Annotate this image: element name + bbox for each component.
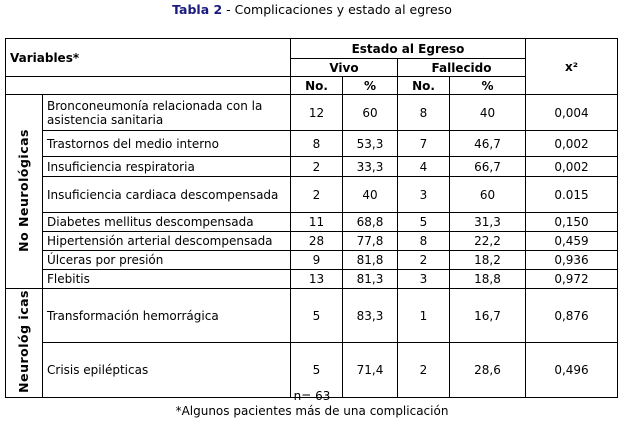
row-vivo-no: 5 [291, 289, 343, 343]
row-chi: 0,459 [526, 232, 618, 251]
row-fallecido-no: 7 [398, 131, 450, 157]
table-row [6, 213, 618, 232]
row-vivo-pct: 71,4 [343, 343, 398, 397]
row-chi: 0,496 [526, 343, 618, 397]
row-fallecido-no: 3 [398, 177, 450, 213]
footer-sample-size: n= 63 [293, 389, 331, 403]
row-fallecido-no: 3 [398, 270, 450, 289]
row-fallecido-pct: 60 [450, 177, 526, 213]
header-row-1 [6, 39, 618, 59]
row-variable: Úlceras por presión [43, 251, 291, 270]
row-chi: 0,002 [526, 131, 618, 157]
row-vivo-no: 13 [291, 270, 343, 289]
row-fallecido-no: 5 [398, 213, 450, 232]
row-variable: Insuficiencia respiratoria [43, 157, 291, 177]
row-chi: 0,936 [526, 251, 618, 270]
row-fallecido-pct: 40 [450, 95, 526, 131]
row-fallecido-no: 8 [398, 95, 450, 131]
row-vivo-no: 5 [291, 343, 343, 397]
footer-note: *Algunos pacientes más de una complicación [175, 404, 449, 418]
row-fallecido-no: 4 [398, 157, 450, 177]
row-variable: Insuficiencia cardiaca descompensada [43, 177, 291, 213]
row-vivo-pct: 68,8 [343, 213, 398, 232]
row-variable: Bronconeumonía relacionada con la asistencia sanitaria [43, 95, 291, 131]
row-vivo-no: 2 [291, 157, 343, 177]
table-row [6, 251, 618, 270]
row-chi: 0,002 [526, 157, 618, 177]
row-chi: 0.015 [526, 177, 618, 213]
row-fallecido-pct: 66,7 [450, 157, 526, 177]
row-fallecido-pct: 18,2 [450, 251, 526, 270]
table-row [6, 95, 618, 131]
header-vivo-pct: % [343, 77, 398, 95]
group-no-neurologicas [6, 95, 43, 289]
row-variable: Hipertensión arterial descompensada [43, 232, 291, 251]
row-variable: Trastornos del medio interno [43, 131, 291, 157]
row-fallecido-pct: 18,8 [450, 270, 526, 289]
header-vivo: Vivo [291, 59, 398, 77]
row-vivo-pct: 77,8 [343, 232, 398, 251]
row-vivo-pct: 33,3 [343, 157, 398, 177]
row-chi: 0,876 [526, 289, 618, 343]
row-fallecido-no: 2 [398, 343, 450, 397]
header-estado: Estado al Egreso [291, 39, 526, 59]
results-table [5, 38, 618, 398]
row-vivo-pct: 83,3 [343, 289, 398, 343]
table-row [6, 131, 618, 157]
row-vivo-pct: 81,8 [343, 251, 398, 270]
table-caption-label: Tabla 2 [172, 2, 223, 17]
row-fallecido-pct: 16,7 [450, 289, 526, 343]
table-row [6, 177, 618, 213]
row-fallecido-pct: 31,3 [450, 213, 526, 232]
row-vivo-pct: 53,3 [343, 131, 398, 157]
row-vivo-no: 2 [291, 177, 343, 213]
row-variable: Flebitis [43, 270, 291, 289]
header-fallecido-no: No. [398, 77, 450, 95]
table-row [6, 157, 618, 177]
table-caption [0, 2, 624, 18]
row-chi: 0,150 [526, 213, 618, 232]
table-row [6, 289, 618, 343]
row-fallecido-pct: 46,7 [450, 131, 526, 157]
row-vivo-no: 9 [291, 251, 343, 270]
table-caption-text: - Complicaciones y estado al egreso [222, 2, 452, 17]
row-vivo-no: 28 [291, 232, 343, 251]
header-fallecido: Fallecido [398, 59, 526, 77]
row-fallecido-pct: 22,2 [450, 232, 526, 251]
header-variables-spacer [6, 77, 291, 95]
table-row [6, 232, 618, 251]
row-fallecido-no: 1 [398, 289, 450, 343]
table-row [6, 270, 618, 289]
row-fallecido-no: 2 [398, 251, 450, 270]
row-vivo-no: 12 [291, 95, 343, 131]
group-label-neurologicas: Neurológ icas [16, 290, 31, 393]
row-vivo-pct: 81,3 [343, 270, 398, 289]
row-vivo-pct: 60 [343, 95, 398, 131]
header-fallecido-pct: % [450, 77, 526, 95]
row-chi: 0,004 [526, 95, 618, 131]
row-fallecido-no: 8 [398, 232, 450, 251]
header-chi-square: x² [526, 39, 618, 95]
row-variable: Diabetes mellitus descompensada [43, 213, 291, 232]
group-label-no-neurologicas: No Neurológicas [16, 128, 31, 252]
row-vivo-pct: 40 [343, 177, 398, 213]
header-vivo-no: No. [291, 77, 343, 95]
group-neurologicas [6, 289, 43, 398]
row-variable: Crisis epilépticas [43, 343, 291, 397]
row-vivo-no: 11 [291, 213, 343, 232]
row-chi: 0,972 [526, 270, 618, 289]
row-vivo-no: 8 [291, 131, 343, 157]
header-variables: Variables* [6, 39, 291, 77]
row-fallecido-pct: 28,6 [450, 343, 526, 397]
row-variable: Transformación hemorrágica [43, 289, 291, 343]
